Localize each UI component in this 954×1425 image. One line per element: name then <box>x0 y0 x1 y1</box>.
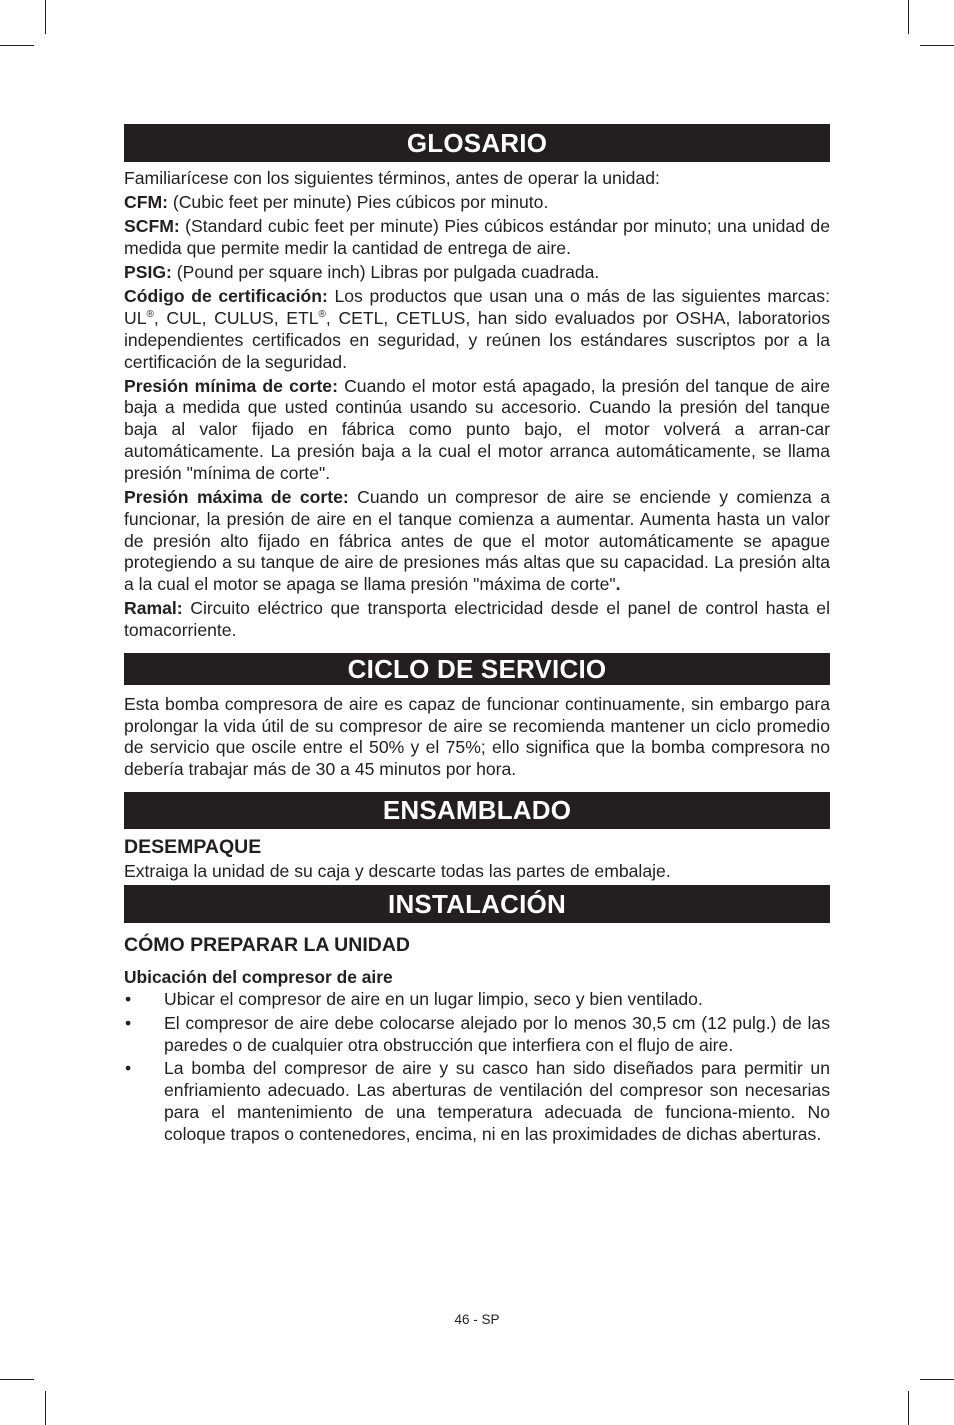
list-item <box>124 1013 830 1057</box>
location-list <box>124 989 830 1146</box>
duty-cycle-heading: CICLO DE SERVICIO <box>124 653 830 685</box>
def-psig: (Pound per square inch) Libras por pulgada cuadrada. <box>171 262 600 283</box>
glossary-entry-certification <box>124 286 830 373</box>
registered-mark-etl: ® <box>318 309 326 321</box>
def-branch: Circuito eléctrico que transporta electricidad desde el panel de control hasta el tomacorriente. <box>124 598 830 641</box>
page-content <box>124 124 830 1148</box>
crop-mark-top-right-vertical <box>908 0 909 34</box>
crop-mark-bottom-left-vertical <box>45 1391 46 1425</box>
def-cfm: (Cubic feet per minute) Pies cúbicos por minuto. <box>167 192 549 213</box>
list-item-text: El compresor de aire debe colocarse alejado por lo menos 30,5 cm (12 pulg.) de las paredes o de cualquier otra obstrucción que interfiera con el flujo de aire. <box>164 1012 830 1055</box>
bullet-icon: • <box>125 1012 132 1033</box>
glossary-entry-psig <box>124 262 830 284</box>
def-cut-out-period: . <box>615 574 621 595</box>
page-number: 46 - SP <box>454 1312 500 1327</box>
list-item <box>124 989 830 1011</box>
def-scfm: (Standard cubic feet per minute) Pies cúbicos estándar por minuto; una unidad de medida que permite medir la cantidad de entrega de aire. <box>124 216 830 258</box>
list-item-text: Ubicar el compresor de aire en un lugar limpio, seco y bien ventilado. <box>164 989 703 1010</box>
glossary-intro: Familiarícese con los siguientes términos, antes de operar la unidad: <box>124 168 660 188</box>
location-title: Ubicación del compresor de aire <box>124 967 393 988</box>
glossary-entry-branch <box>124 598 830 642</box>
glossary-entry-cut-out <box>124 487 830 596</box>
glossary-heading: GLOSARIO <box>124 124 830 162</box>
term-cfm: CFM: <box>124 192 168 213</box>
crop-mark-top-left-horizontal <box>0 45 34 46</box>
glossary-entry-cut-in <box>124 376 830 485</box>
term-cut-out: Presión máxima de corte: <box>124 486 349 507</box>
def-certification-a: Los productos que usan una o más de las siguientes marcas: UL <box>124 286 830 328</box>
term-psig: PSIG: <box>124 262 172 283</box>
crop-mark-top-left-vertical <box>45 0 46 34</box>
registered-mark-ul: ® <box>146 309 154 321</box>
assembly-heading: ENSAMBLADO <box>124 792 830 829</box>
bullet-icon: • <box>125 989 132 1010</box>
unpacking-subheading: DESEMPAQUE <box>124 836 262 858</box>
term-cut-in: Presión mínima de corte: <box>124 375 338 396</box>
term-certification: Código de certificación: <box>124 286 328 307</box>
bullet-icon: • <box>125 1058 132 1079</box>
installation-heading: INSTALACIÓN <box>124 885 830 923</box>
term-branch: Ramal: <box>124 598 183 619</box>
crop-mark-bottom-right-vertical <box>908 1391 909 1425</box>
def-certification-b: , CUL, CULUS, ETL <box>153 307 319 328</box>
unpacking-text: Extraiga la unidad de su caja y descarte todas las partes de embalaje. <box>124 861 671 881</box>
list-item <box>124 1058 830 1145</box>
duty-cycle-text: Esta bomba compresora de aire es capaz de funcionar continuamente, sin embargo para prolongar la vida útil de su compresor de aire se recomienda mantener un ciclo promedio de servicio que oscile entre el 50% y el 75%; ello significa que la bomba compresora no debería trabajar más de 30 a 45 minutos por hora. <box>124 693 830 780</box>
glossary-entry-scfm <box>124 216 830 260</box>
def-cut-out: Cuando un compresor de aire se enciende y comienza a funcionar, la presión de aire en el tanque comienza a aumentar. Aumenta hasta un valor de presión alto fijado en fábrica antes de que el motor automáticamente se apague protegiendo a su tanque de aire de presiones más altas que su capacidad. La presión alta a la cual el motor se apaga se llama presión "máxima de corte" <box>124 486 830 595</box>
def-certification-c: , CETL, CETLUS, han sido evaluados por OSHA, laboratorios independientes certificados en seguridad, y reúnen los estándares suscriptos por a la certificación de la seguridad. <box>124 307 830 372</box>
prepare-unit-subheading: CÓMO PREPARAR LA UNIDAD <box>124 934 410 957</box>
glossary-entry-cfm <box>124 192 830 214</box>
list-item-text: La bomba del compresor de aire y su casco han sido diseñados para permitir un enfriamiento adecuado. Las aberturas de ventilación del compresor son necesarias para el mantenimiento de una temperatura adecuada de funciona-miento. No coloque trapos o contenedores, encima, ni en las proximidades de dichas aberturas. <box>164 1058 830 1144</box>
crop-mark-top-right-horizontal <box>920 45 954 46</box>
crop-mark-bottom-left-horizontal <box>0 1379 34 1380</box>
def-cut-in: Cuando el motor está apagado, la presión del tanque de aire baja a medida que usted continúa usando su accesorio. Cuando la presión del tanque baja al valor fijado en fábrica como punto bajo, el motor volverá a arran-car automáticamente. La presión baja a la cual el motor arranca automáticamente, se llama presión "mínima de corte". <box>124 375 830 483</box>
crop-mark-bottom-right-horizontal <box>920 1379 954 1380</box>
term-scfm: SCFM: <box>124 216 180 237</box>
